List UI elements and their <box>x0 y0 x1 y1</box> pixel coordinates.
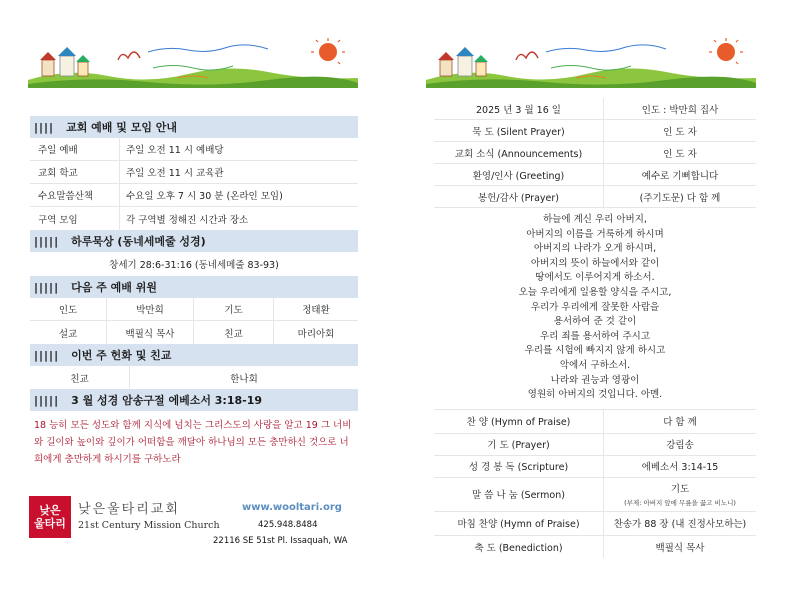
grid-cell: 정태환 <box>274 298 358 321</box>
order-item: 기 도 (Prayer) <box>434 434 604 455</box>
table-row <box>30 138 358 161</box>
prayer-line: 아버지의 뜻이 하늘에서와 같이 <box>530 257 660 269</box>
offering-header <box>30 344 358 366</box>
prayer-line: 땅에서도 이루어지게 하소서. <box>535 272 655 284</box>
daily-meditation-text: 창세기 28:6-31:16 (동네세메줄 83-93) <box>109 260 279 271</box>
section-bars: ||||| <box>34 348 60 362</box>
order-item: 묵 도 (Silent Prayer) <box>434 120 604 141</box>
prayer-line: 하늘에 계신 우리 아버지, <box>543 214 647 225</box>
row-key: 구역 모임 <box>30 207 120 230</box>
header-banner-left <box>28 38 358 88</box>
table-row <box>434 120 756 142</box>
row-value: 주일 오전 11 시 예배당 <box>126 145 224 156</box>
table-row <box>434 410 756 434</box>
order-leader: 강림송 <box>666 440 694 452</box>
row-value: 수요일 오후 7 시 30 분 (온라인 모임) <box>126 191 283 202</box>
prayer-line: 나라와 권능과 영광이 <box>550 374 640 386</box>
section-bars: ||||| <box>34 393 60 407</box>
order-leader: 다 함 께 <box>663 417 697 429</box>
next-committee-header <box>30 276 358 298</box>
logo-line: 울타리 <box>34 517 66 530</box>
sermon-subtitle: (부제: 아버지 앞에 무릎을 꿇고 비노니) <box>624 499 736 508</box>
memory-verse-header <box>30 389 358 411</box>
table-row <box>434 142 756 164</box>
grid-cell: 인도 <box>30 298 107 321</box>
daily-meditation-header <box>30 230 358 252</box>
order-item: 말 씀 나 눔 (Sermon) <box>434 478 604 511</box>
offering-grid <box>30 366 358 389</box>
order-leader: 예수로 기뻐합니다 <box>641 170 719 182</box>
section-bars: ||||| <box>34 280 60 294</box>
prayer-line: 아버지의 나라가 오게 하시며, <box>533 243 657 255</box>
prayer-line: 악에서 구하소서. <box>559 359 631 371</box>
table-row <box>30 161 358 184</box>
order-item: 환영/인사 (Greeting) <box>434 164 604 185</box>
table-row <box>434 456 756 478</box>
grid-cell: 친교 <box>194 321 274 344</box>
section-bars: ||||| <box>34 234 60 248</box>
section-title: 하루묵상 (동네세메줄 성경) <box>71 235 206 248</box>
phone-number: 425.948.8484 <box>258 520 318 530</box>
prayer-line: 오늘 우리에게 일용할 양식을 주시고, <box>518 286 672 298</box>
prayer-line: 영원히 아버지의 것입니다. 아멘. <box>527 389 663 401</box>
table-row <box>434 434 756 456</box>
church-english-name: 21st Century Mission Church <box>78 520 220 531</box>
grid-cell: 박만희 <box>107 298 194 321</box>
table-row <box>434 186 756 208</box>
order-leader: 백필식 목사 <box>655 542 705 554</box>
row-key: 주일 예배 <box>30 138 120 160</box>
grid-cell: 한나회 <box>230 373 258 385</box>
order-item: 교회 소식 (Announcements) <box>434 142 604 163</box>
row-key: 수요말씀산책 <box>30 184 120 206</box>
order-item: 봉헌/감사 (Prayer) <box>434 186 604 207</box>
grid-cell: 백필식 목사 <box>107 321 194 344</box>
order-leader: 인도 : 박만희 집사 <box>641 104 719 116</box>
row-key: 교회 학교 <box>30 161 120 183</box>
grid-cell: 친교 <box>30 366 130 389</box>
prayer-line: 용서하여 준 것 같이 <box>553 316 637 328</box>
table-row <box>30 184 358 207</box>
row-value: 주일 오전 11 시 교육관 <box>126 168 224 179</box>
section-title: 이번 주 헌화 및 친교 <box>71 349 172 362</box>
order-leader: 에베소서 3:14-15 <box>641 462 719 474</box>
table-row <box>30 207 358 230</box>
memory-verse-text: 18 능히 모든 성도와 함께 지식에 넘치는 그리스도의 사랑을 알고 19 그 너비와 길이와 높이와 깊이가 어떠함을 깨달아 하나님의 모든 충만하신 것으로 너희에게 충만하게 하시기를 구하노라 <box>34 420 352 465</box>
table-row <box>434 478 756 512</box>
order-of-worship <box>434 98 756 558</box>
prayer-line: 아버지의 이름을 거룩하게 하시며 <box>526 228 664 240</box>
church-logo <box>29 496 71 538</box>
section-title: 3 월 성경 암송구절 에베소서 3:18-19 <box>71 394 263 407</box>
website-link[interactable]: www.wooltari.org <box>242 502 342 513</box>
next-committee-grid <box>30 298 358 344</box>
lords-prayer <box>434 208 756 410</box>
section-title: 다음 주 예배 위원 <box>71 281 157 294</box>
logo-line: 낮은 <box>39 504 61 517</box>
order-item: 찬 양 (Hymn of Praise) <box>434 410 604 433</box>
left-column <box>30 116 358 472</box>
church-name: 낮은울타리교회 <box>78 502 180 517</box>
prayer-line: 우리가 우리에게 잘못한 사람을 <box>530 301 660 313</box>
church-address: 22116 SE 51st Pl. Issaquah, WA <box>213 536 348 546</box>
table-row <box>434 512 756 536</box>
grid-cell: 마리아회 <box>297 328 335 340</box>
order-item: 성 경 봉 독 (Scripture) <box>434 456 604 477</box>
table-row <box>434 536 756 558</box>
order-leader: 찬송가 88 장 (내 진정사모하는) <box>613 519 747 531</box>
table-row <box>434 164 756 186</box>
worship-schedule <box>30 138 358 230</box>
prayer-line: 우리 죄를 용서하여 주시고 <box>539 330 650 342</box>
row-value: 각 구역별 정해진 시간과 장소 <box>126 214 249 226</box>
section-bars: |||| <box>34 120 55 134</box>
section-title: 교회 예배 및 모임 안내 <box>66 121 178 134</box>
sermon-title: 기도 <box>670 484 690 496</box>
table-row <box>434 98 756 120</box>
grid-cell: 기도 <box>194 298 274 321</box>
worship-section-header <box>30 116 358 138</box>
grid-cell: 설교 <box>30 321 107 344</box>
order-leader: 인 도 자 <box>663 148 697 160</box>
order-item: 마침 찬양 (Hymn of Praise) <box>434 512 604 535</box>
order-item: 축 도 (Benediction) <box>434 536 604 558</box>
order-leader <box>604 478 756 511</box>
prayer-line: 우리를 시험에 빠지지 않게 하시고 <box>524 345 666 357</box>
order-leader: 인 도 자 <box>663 126 697 138</box>
order-item: 2025 년 3 월 16 일 <box>434 98 604 119</box>
order-leader: (주기도문) 다 함 께 <box>639 192 721 204</box>
header-banner-right <box>426 38 756 88</box>
